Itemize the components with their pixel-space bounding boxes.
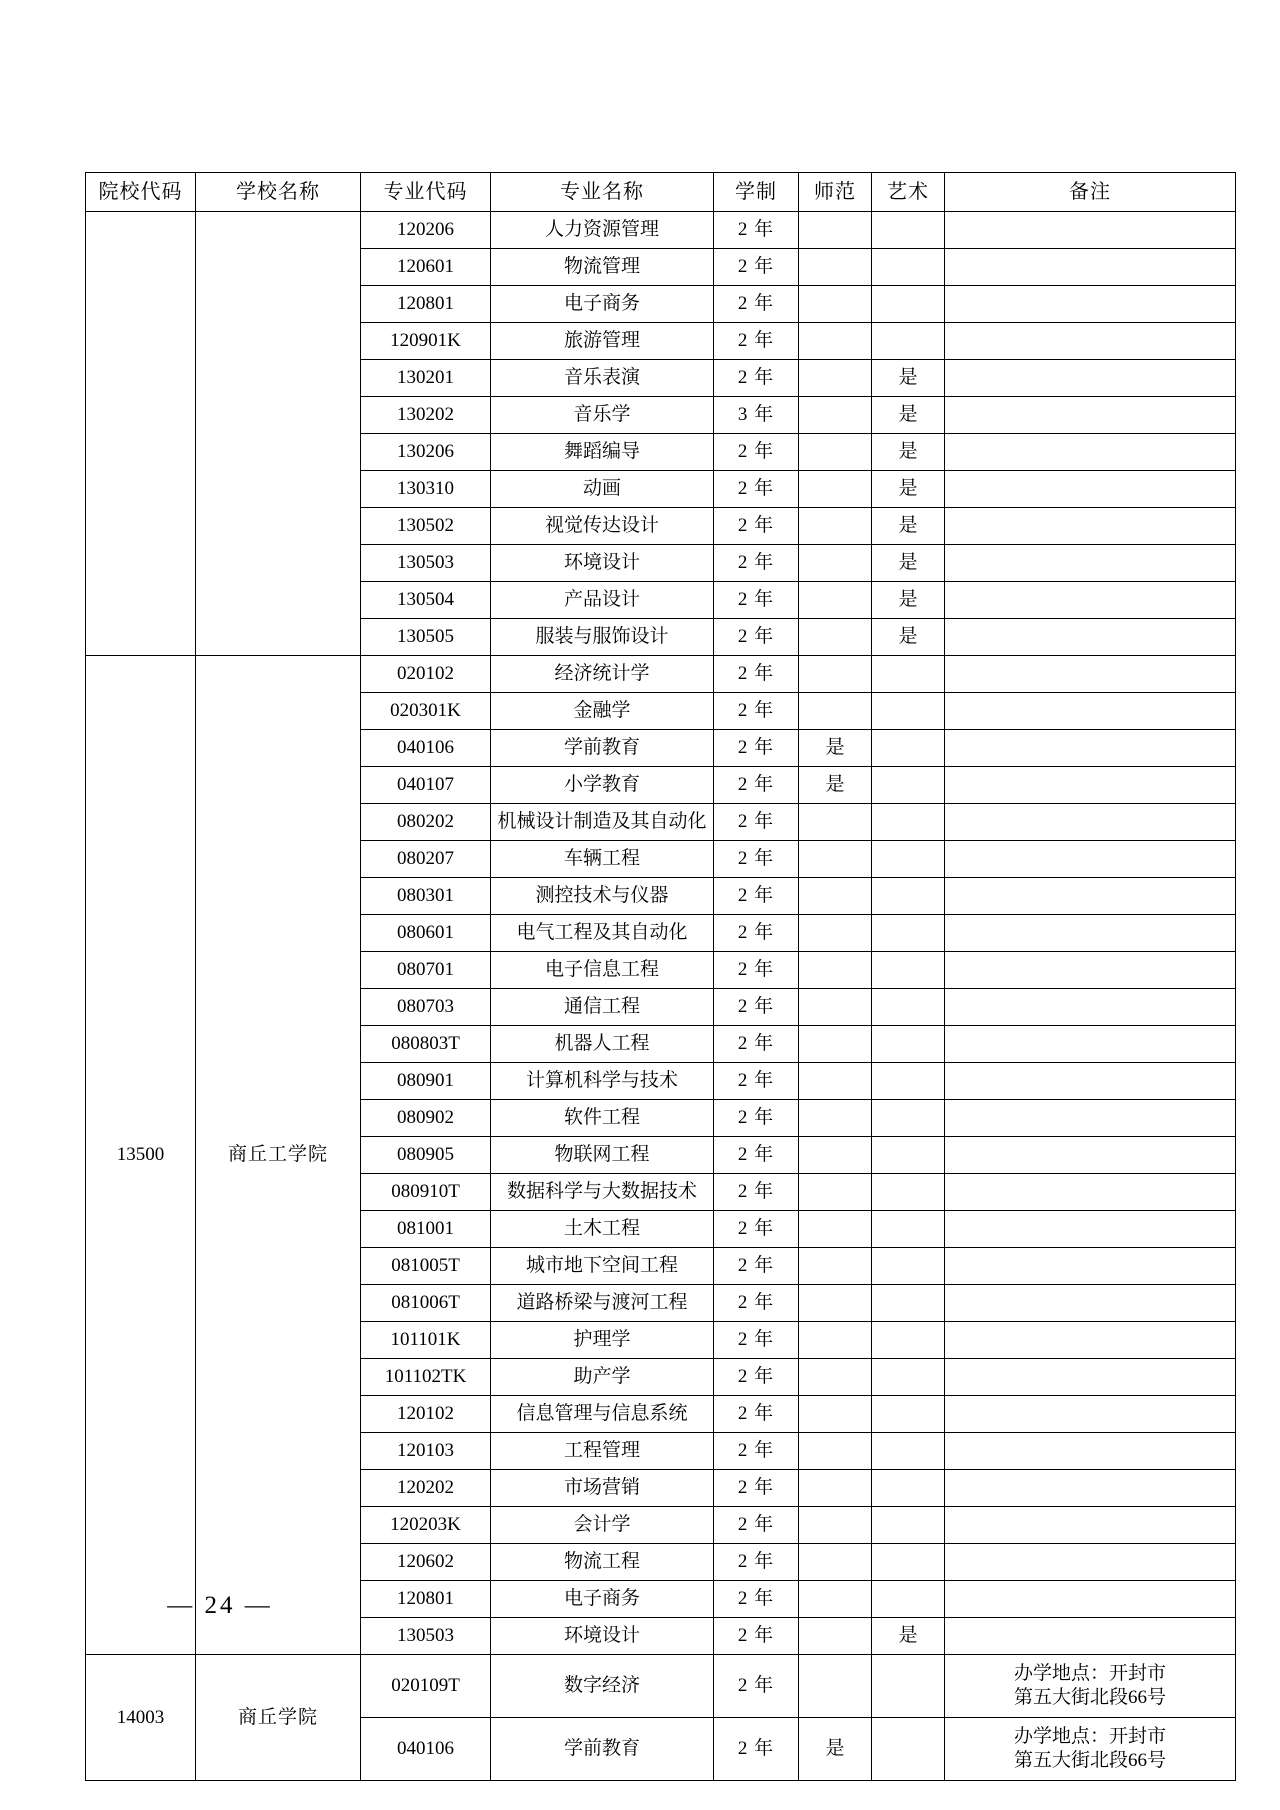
cell-remark — [945, 471, 1236, 508]
cell-major-code: 040106 — [361, 1718, 491, 1781]
cell-normal — [799, 434, 872, 471]
cell-art — [872, 1718, 945, 1781]
cell-normal: 是 — [799, 1718, 872, 1781]
cell-remark — [945, 1285, 1236, 1322]
table-body — [86, 212, 1236, 1781]
cell-remark — [945, 249, 1236, 286]
cell-remark — [945, 545, 1236, 582]
cell-major-code: 120102 — [361, 1396, 491, 1433]
cell-major-name: 视觉传达设计 — [491, 508, 714, 545]
cell-remark — [945, 693, 1236, 730]
cell-major-name: 电子商务 — [491, 1581, 714, 1618]
cell-remark — [945, 1396, 1236, 1433]
cell-normal — [799, 1433, 872, 1470]
cell-normal — [799, 397, 872, 434]
cell-years: 2 年 — [714, 730, 799, 767]
cell-remark — [945, 989, 1236, 1026]
cell-remark — [945, 1174, 1236, 1211]
cell-normal — [799, 1285, 872, 1322]
remark-line: 第五大街北段66号 — [1013, 1687, 1166, 1708]
cell-normal — [799, 1211, 872, 1248]
cell-years: 2 年 — [714, 1718, 799, 1781]
cell-major-name: 助产学 — [491, 1359, 714, 1396]
cell-remark — [945, 323, 1236, 360]
cell-major-name: 工程管理 — [491, 1433, 714, 1470]
cell-years: 2 年 — [714, 1581, 799, 1618]
cell-normal — [799, 915, 872, 952]
cell-major-code: 040106 — [361, 730, 491, 767]
cell-normal — [799, 582, 872, 619]
cell-years: 3 年 — [714, 397, 799, 434]
cell-remark — [945, 1100, 1236, 1137]
cell-normal — [799, 1655, 872, 1718]
cell-major-name: 人力资源管理 — [491, 212, 714, 249]
header-school-code: 院校代码 — [86, 173, 196, 212]
page-footer — [0, 1592, 1280, 1620]
cell-normal: 是 — [799, 767, 872, 804]
cell-major-name: 城市地下空间工程 — [491, 1248, 714, 1285]
table-row — [86, 1655, 1236, 1718]
cell-normal — [799, 508, 872, 545]
cell-school-name: 商丘工学院 — [196, 656, 361, 1655]
cell-years: 2 年 — [714, 693, 799, 730]
cell-major-name: 会计学 — [491, 1507, 714, 1544]
cell-normal — [799, 1470, 872, 1507]
cell-art — [872, 730, 945, 767]
cell-major-code: 040107 — [361, 767, 491, 804]
cell-art — [872, 1322, 945, 1359]
cell-art — [872, 1211, 945, 1248]
cell-years: 2 年 — [714, 1174, 799, 1211]
cell-major-code: 081006T — [361, 1285, 491, 1322]
cell-major-name: 道路桥梁与渡河工程 — [491, 1285, 714, 1322]
cell-art: 是 — [872, 545, 945, 582]
cell-years: 2 年 — [714, 212, 799, 249]
cell-remark — [945, 1248, 1236, 1285]
cell-remark — [945, 878, 1236, 915]
cell-years: 2 年 — [714, 1137, 799, 1174]
cell-art — [872, 952, 945, 989]
cell-years: 2 年 — [714, 1433, 799, 1470]
cell-major-name: 数据科学与大数据技术 — [491, 1174, 714, 1211]
cell-years: 2 年 — [714, 878, 799, 915]
cell-major-code: 130503 — [361, 545, 491, 582]
cell-normal — [799, 952, 872, 989]
cell-major-code: 130502 — [361, 508, 491, 545]
cell-major-code: 020109T — [361, 1655, 491, 1718]
cell-art — [872, 989, 945, 1026]
cell-normal — [799, 989, 872, 1026]
cell-normal — [799, 1544, 872, 1581]
cell-years: 2 年 — [714, 952, 799, 989]
cell-years: 2 年 — [714, 360, 799, 397]
cell-major-code: 101102TK — [361, 1359, 491, 1396]
cell-art — [872, 804, 945, 841]
cell-art — [872, 767, 945, 804]
table-header — [86, 173, 1236, 212]
cell-remark — [945, 656, 1236, 693]
cell-normal — [799, 1026, 872, 1063]
cell-years: 2 年 — [714, 656, 799, 693]
cell-normal — [799, 360, 872, 397]
cell-remark — [945, 1718, 1236, 1781]
cell-remark — [945, 434, 1236, 471]
cell-years: 2 年 — [714, 434, 799, 471]
header-school-name: 学校名称 — [196, 173, 361, 212]
cell-normal — [799, 249, 872, 286]
cell-art: 是 — [872, 360, 945, 397]
cell-major-name: 环境设计 — [491, 1618, 714, 1655]
cell-years: 2 年 — [714, 1396, 799, 1433]
cell-years: 2 年 — [714, 286, 799, 323]
cell-major-code: 120203K — [361, 1507, 491, 1544]
cell-years: 2 年 — [714, 1285, 799, 1322]
cell-major-code: 080905 — [361, 1137, 491, 1174]
cell-art — [872, 1285, 945, 1322]
cell-major-name: 舞蹈编导 — [491, 434, 714, 471]
cell-major-code: 130503 — [361, 1618, 491, 1655]
cell-major-code: 120103 — [361, 1433, 491, 1470]
cell-art — [872, 656, 945, 693]
cell-major-name: 机器人工程 — [491, 1026, 714, 1063]
cell-remark — [945, 730, 1236, 767]
cell-normal — [799, 323, 872, 360]
cell-remark — [945, 915, 1236, 952]
cell-normal — [799, 656, 872, 693]
cell-art — [872, 1544, 945, 1581]
cell-art: 是 — [872, 434, 945, 471]
cell-remark — [945, 1544, 1236, 1581]
cell-normal — [799, 1396, 872, 1433]
cell-normal — [799, 619, 872, 656]
cell-art: 是 — [872, 471, 945, 508]
header-years: 学制 — [714, 173, 799, 212]
cell-major-name: 金融学 — [491, 693, 714, 730]
cell-major-code: 130505 — [361, 619, 491, 656]
cell-major-name: 机械设计制造及其自动化 — [491, 804, 714, 841]
cell-normal — [799, 1248, 872, 1285]
cell-remark — [945, 1026, 1236, 1063]
cell-art — [872, 1433, 945, 1470]
cell-major-code: 080902 — [361, 1100, 491, 1137]
cell-major-code: 120202 — [361, 1470, 491, 1507]
cell-normal — [799, 1174, 872, 1211]
cell-years: 2 年 — [714, 915, 799, 952]
cell-major-name: 小学教育 — [491, 767, 714, 804]
cell-remark — [945, 1063, 1236, 1100]
table-row — [86, 656, 1236, 693]
cell-normal — [799, 212, 872, 249]
cell-major-code: 080301 — [361, 878, 491, 915]
cell-normal — [799, 1359, 872, 1396]
cell-major-code: 120601 — [361, 249, 491, 286]
cell-years: 2 年 — [714, 1100, 799, 1137]
cell-school-code: 14003 — [86, 1655, 196, 1781]
cell-major-code: 081005T — [361, 1248, 491, 1285]
cell-years: 2 年 — [714, 1063, 799, 1100]
cell-major-code: 080910T — [361, 1174, 491, 1211]
cell-art: 是 — [872, 619, 945, 656]
cell-major-name: 经济统计学 — [491, 656, 714, 693]
cell-remark — [945, 1433, 1236, 1470]
cell-years: 2 年 — [714, 1655, 799, 1718]
cell-normal — [799, 286, 872, 323]
cell-major-code: 020102 — [361, 656, 491, 693]
cell-years: 2 年 — [714, 804, 799, 841]
cell-major-name: 音乐学 — [491, 397, 714, 434]
cell-major-name: 软件工程 — [491, 1100, 714, 1137]
cell-years: 2 年 — [714, 1359, 799, 1396]
cell-major-name: 测控技术与仪器 — [491, 878, 714, 915]
cell-school-code: 13500 — [86, 656, 196, 1655]
cell-major-code: 080202 — [361, 804, 491, 841]
cell-major-name: 电子商务 — [491, 286, 714, 323]
cell-years: 2 年 — [714, 582, 799, 619]
cell-major-name: 市场营销 — [491, 1470, 714, 1507]
cell-years: 2 年 — [714, 1470, 799, 1507]
cell-normal — [799, 1322, 872, 1359]
cell-remark — [945, 1655, 1236, 1718]
cell-art — [872, 1100, 945, 1137]
cell-school-name — [196, 212, 361, 656]
cell-years: 2 年 — [714, 471, 799, 508]
cell-major-name: 服装与服饰设计 — [491, 619, 714, 656]
cell-remark — [945, 804, 1236, 841]
cell-major-code: 080601 — [361, 915, 491, 952]
cell-art — [872, 1137, 945, 1174]
cell-remark — [945, 1359, 1236, 1396]
cell-normal — [799, 1063, 872, 1100]
cell-art — [872, 841, 945, 878]
cell-major-name: 物联网工程 — [491, 1137, 714, 1174]
cell-art — [872, 1396, 945, 1433]
cell-years: 2 年 — [714, 619, 799, 656]
cell-major-name: 旅游管理 — [491, 323, 714, 360]
cell-major-code: 120602 — [361, 1544, 491, 1581]
cell-major-name: 电子信息工程 — [491, 952, 714, 989]
cell-art — [872, 323, 945, 360]
cell-major-code: 020301K — [361, 693, 491, 730]
cell-major-name: 产品设计 — [491, 582, 714, 619]
cell-remark — [945, 1618, 1236, 1655]
cell-major-code: 130206 — [361, 434, 491, 471]
cell-normal — [799, 841, 872, 878]
cell-art — [872, 1359, 945, 1396]
cell-major-name: 学前教育 — [491, 1718, 714, 1781]
cell-major-name: 护理学 — [491, 1322, 714, 1359]
cell-major-code: 120801 — [361, 1581, 491, 1618]
cell-remark — [945, 841, 1236, 878]
cell-art — [872, 915, 945, 952]
cell-art — [872, 1470, 945, 1507]
cell-major-name: 电气工程及其自动化 — [491, 915, 714, 952]
cell-major-code: 120206 — [361, 212, 491, 249]
cell-years: 2 年 — [714, 545, 799, 582]
cell-normal — [799, 1100, 872, 1137]
majors-table — [85, 172, 1236, 1781]
cell-major-code: 080803T — [361, 1026, 491, 1063]
cell-art — [872, 878, 945, 915]
cell-major-name: 数字经济 — [491, 1655, 714, 1718]
cell-remark — [945, 1211, 1236, 1248]
cell-remark — [945, 1322, 1236, 1359]
cell-normal — [799, 693, 872, 730]
cell-major-code: 080207 — [361, 841, 491, 878]
cell-major-code: 120901K — [361, 323, 491, 360]
cell-art — [872, 249, 945, 286]
cell-remark — [945, 952, 1236, 989]
cell-years: 2 年 — [714, 1211, 799, 1248]
cell-major-code: 080901 — [361, 1063, 491, 1100]
header-normal: 师范 — [799, 173, 872, 212]
page-number: — 24 — — [167, 1592, 273, 1619]
cell-years: 2 年 — [714, 989, 799, 1026]
cell-major-name: 车辆工程 — [491, 841, 714, 878]
cell-years: 2 年 — [714, 1026, 799, 1063]
cell-remark — [945, 582, 1236, 619]
cell-remark — [945, 212, 1236, 249]
cell-school-name: 商丘学院 — [196, 1655, 361, 1781]
cell-major-name: 通信工程 — [491, 989, 714, 1026]
cell-major-name: 环境设计 — [491, 545, 714, 582]
cell-school-code — [86, 212, 196, 656]
cell-major-code: 130202 — [361, 397, 491, 434]
cell-art — [872, 286, 945, 323]
cell-major-code: 101101K — [361, 1322, 491, 1359]
cell-art: 是 — [872, 582, 945, 619]
cell-major-name: 学前教育 — [491, 730, 714, 767]
cell-major-name: 计算机科学与技术 — [491, 1063, 714, 1100]
cell-remark — [945, 1507, 1236, 1544]
cell-years: 2 年 — [714, 1507, 799, 1544]
cell-remark — [945, 508, 1236, 545]
header-remark: 备注 — [945, 173, 1236, 212]
cell-art — [872, 212, 945, 249]
header-major-name: 专业名称 — [491, 173, 714, 212]
cell-art: 是 — [872, 1618, 945, 1655]
majors-table-container — [85, 172, 1195, 1781]
cell-major-name: 物流工程 — [491, 1544, 714, 1581]
cell-major-name: 物流管理 — [491, 249, 714, 286]
cell-years: 2 年 — [714, 1322, 799, 1359]
cell-normal — [799, 545, 872, 582]
cell-major-code: 080703 — [361, 989, 491, 1026]
cell-years: 2 年 — [714, 767, 799, 804]
cell-major-code: 130504 — [361, 582, 491, 619]
cell-years: 2 年 — [714, 508, 799, 545]
cell-normal — [799, 1618, 872, 1655]
cell-major-name: 信息管理与信息系统 — [491, 1396, 714, 1433]
cell-normal — [799, 878, 872, 915]
cell-art: 是 — [872, 397, 945, 434]
cell-normal — [799, 471, 872, 508]
cell-remark — [945, 360, 1236, 397]
header-art: 艺术 — [872, 173, 945, 212]
cell-major-code: 130310 — [361, 471, 491, 508]
remark-line: 办学地点：开封市 — [1013, 1726, 1166, 1748]
cell-remark — [945, 286, 1236, 323]
cell-years: 2 年 — [714, 1618, 799, 1655]
cell-major-name: 动画 — [491, 471, 714, 508]
cell-major-name: 音乐表演 — [491, 360, 714, 397]
cell-years: 2 年 — [714, 1248, 799, 1285]
cell-major-code: 120801 — [361, 286, 491, 323]
cell-years: 2 年 — [714, 323, 799, 360]
cell-major-code: 080701 — [361, 952, 491, 989]
cell-art — [872, 1248, 945, 1285]
remark-line: 办学地点：开封市 — [1013, 1663, 1166, 1685]
cell-major-code: 130201 — [361, 360, 491, 397]
cell-years: 2 年 — [714, 1544, 799, 1581]
cell-remark — [945, 1470, 1236, 1507]
cell-remark — [945, 397, 1236, 434]
cell-remark — [945, 1137, 1236, 1174]
cell-years: 2 年 — [714, 249, 799, 286]
cell-normal — [799, 1507, 872, 1544]
cell-art — [872, 693, 945, 730]
cell-art — [872, 1507, 945, 1544]
cell-art: 是 — [872, 508, 945, 545]
cell-remark — [945, 767, 1236, 804]
cell-art — [872, 1174, 945, 1211]
cell-major-code: 081001 — [361, 1211, 491, 1248]
cell-normal — [799, 1137, 872, 1174]
cell-remark — [945, 619, 1236, 656]
cell-years: 2 年 — [714, 841, 799, 878]
remark-line: 第五大街北段66号 — [1013, 1750, 1166, 1771]
cell-normal: 是 — [799, 730, 872, 767]
table-row — [86, 212, 1236, 249]
cell-art — [872, 1063, 945, 1100]
cell-art — [872, 1026, 945, 1063]
table-header-row — [86, 173, 1236, 212]
cell-art — [872, 1655, 945, 1718]
header-major-code: 专业代码 — [361, 173, 491, 212]
cell-major-name: 土木工程 — [491, 1211, 714, 1248]
cell-normal — [799, 804, 872, 841]
